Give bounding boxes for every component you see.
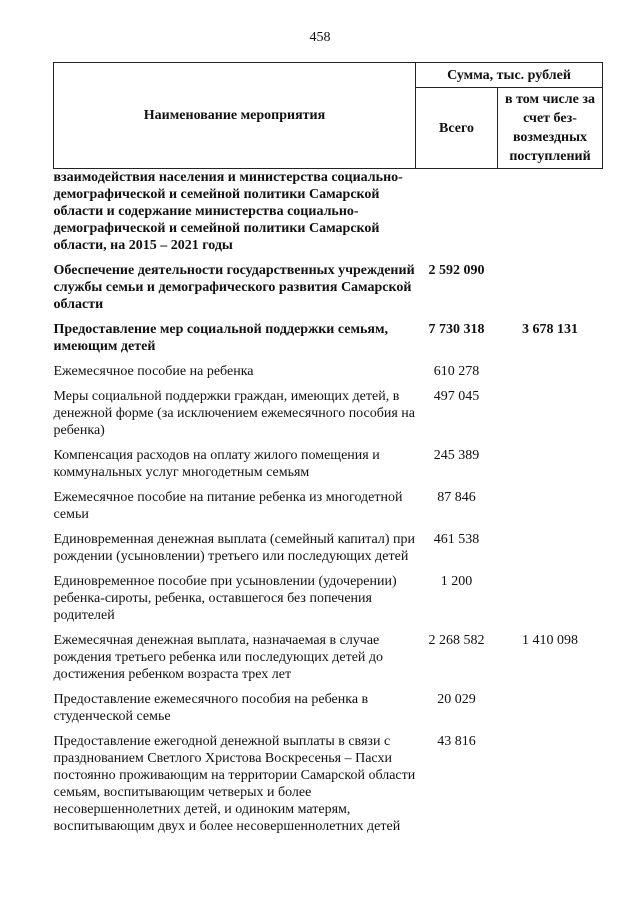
row-grants [498,725,603,835]
row-total [416,169,498,255]
row-grants [498,380,603,439]
row-name: Меры социальной поддержки граждан, имеющих детей, в денежной форме (за исключением ежемесячного пособия на ребенка) [53,389,416,438]
table-row [54,725,603,835]
table-row [54,169,603,255]
row-total: 497 045 [433,389,480,404]
table-row [54,481,603,523]
row-total: 2 592 090 [428,263,485,278]
row-grants [498,523,603,565]
table-row [54,355,603,380]
row-total: 610 278 [433,364,480,379]
header-name: Наименование мероприятия [54,63,416,169]
table-header [54,63,603,169]
row-name: Ежемесячная денежная выплата, назначаемая в случае рождения третьего ребенка или последующих детей до достижения ребенком возраста трех лет [53,633,384,682]
row-grants [498,683,603,725]
row-total: 2 268 582 [428,633,485,648]
row-name: Единовременная денежная выплата (семейный капитал) при рождении (усыновлении) третьего или последующих детей [53,532,415,564]
row-total: 245 389 [433,448,480,463]
table-body [54,169,603,836]
row-total: 87 846 [437,490,476,505]
row-name: взаимодействия населения и министерства социально-демографической и семейной политики Самарской области и содержание министерства социально-демографической и семейной политики Самарской области, на 2015 – 2021 годы [53,170,403,253]
table-row [54,523,603,565]
header-sum: Сумма, тыс. рублей [416,63,603,88]
row-total: 43 816 [437,734,476,749]
row-name: Ежемесячное пособие на ребенка [53,364,254,379]
row-grants [498,169,603,255]
row-grants [498,355,603,380]
header-total: Всего [416,88,498,169]
table-row [54,683,603,725]
row-name: Ежемесячное пособие на питание ребенка из многодетной семьи [53,490,403,522]
row-total: 461 538 [433,532,480,547]
row-grants: 1 410 098 [522,633,578,648]
row-total: 7 730 318 [428,322,485,337]
row-total: 20 029 [437,692,476,707]
row-grants [498,565,603,624]
row-grants [498,254,603,313]
page-number: 458 [309,30,331,45]
row-grants: 3 678 131 [522,322,578,337]
budget-table [53,62,603,835]
table-row [54,313,603,355]
row-total: 1 200 [440,574,473,589]
table-row [54,254,603,313]
row-name: Обеспечение деятельности государственных учреждений службы семьи и демографического развития Самарской области [53,263,415,312]
row-name: Предоставление мер социальной поддержки семьям, имеющим детей [53,322,388,354]
row-grants [498,481,603,523]
table-row [54,565,603,624]
header-grants: в том числе за счет без-возмездных поступлений [498,88,603,169]
table-row [54,439,603,481]
table-row [54,624,603,683]
row-name: Предоставление ежемесячного пособия на ребенка в студенческой семье [53,692,369,724]
row-name: Предоставление ежегодной денежной выплаты в связи с празднованием Светлого Христова Воскресенья – Пасхи постоянно проживающим на территории Самарской области семьям, воспитывающим четверых и более несовершеннолетних детей, и одиноким матерям, воспитывающим двух и более несовершеннолетних детей [53,734,416,834]
row-grants [498,439,603,481]
table-row [54,380,603,439]
row-name: Компенсация расходов на оплату жилого помещения и коммунальных услуг многодетным семьям [53,448,380,480]
row-name: Единовременное пособие при усыновлении (удочерении) ребенка-сироты, ребенка, оставшегося без попечения родителей [53,574,397,623]
